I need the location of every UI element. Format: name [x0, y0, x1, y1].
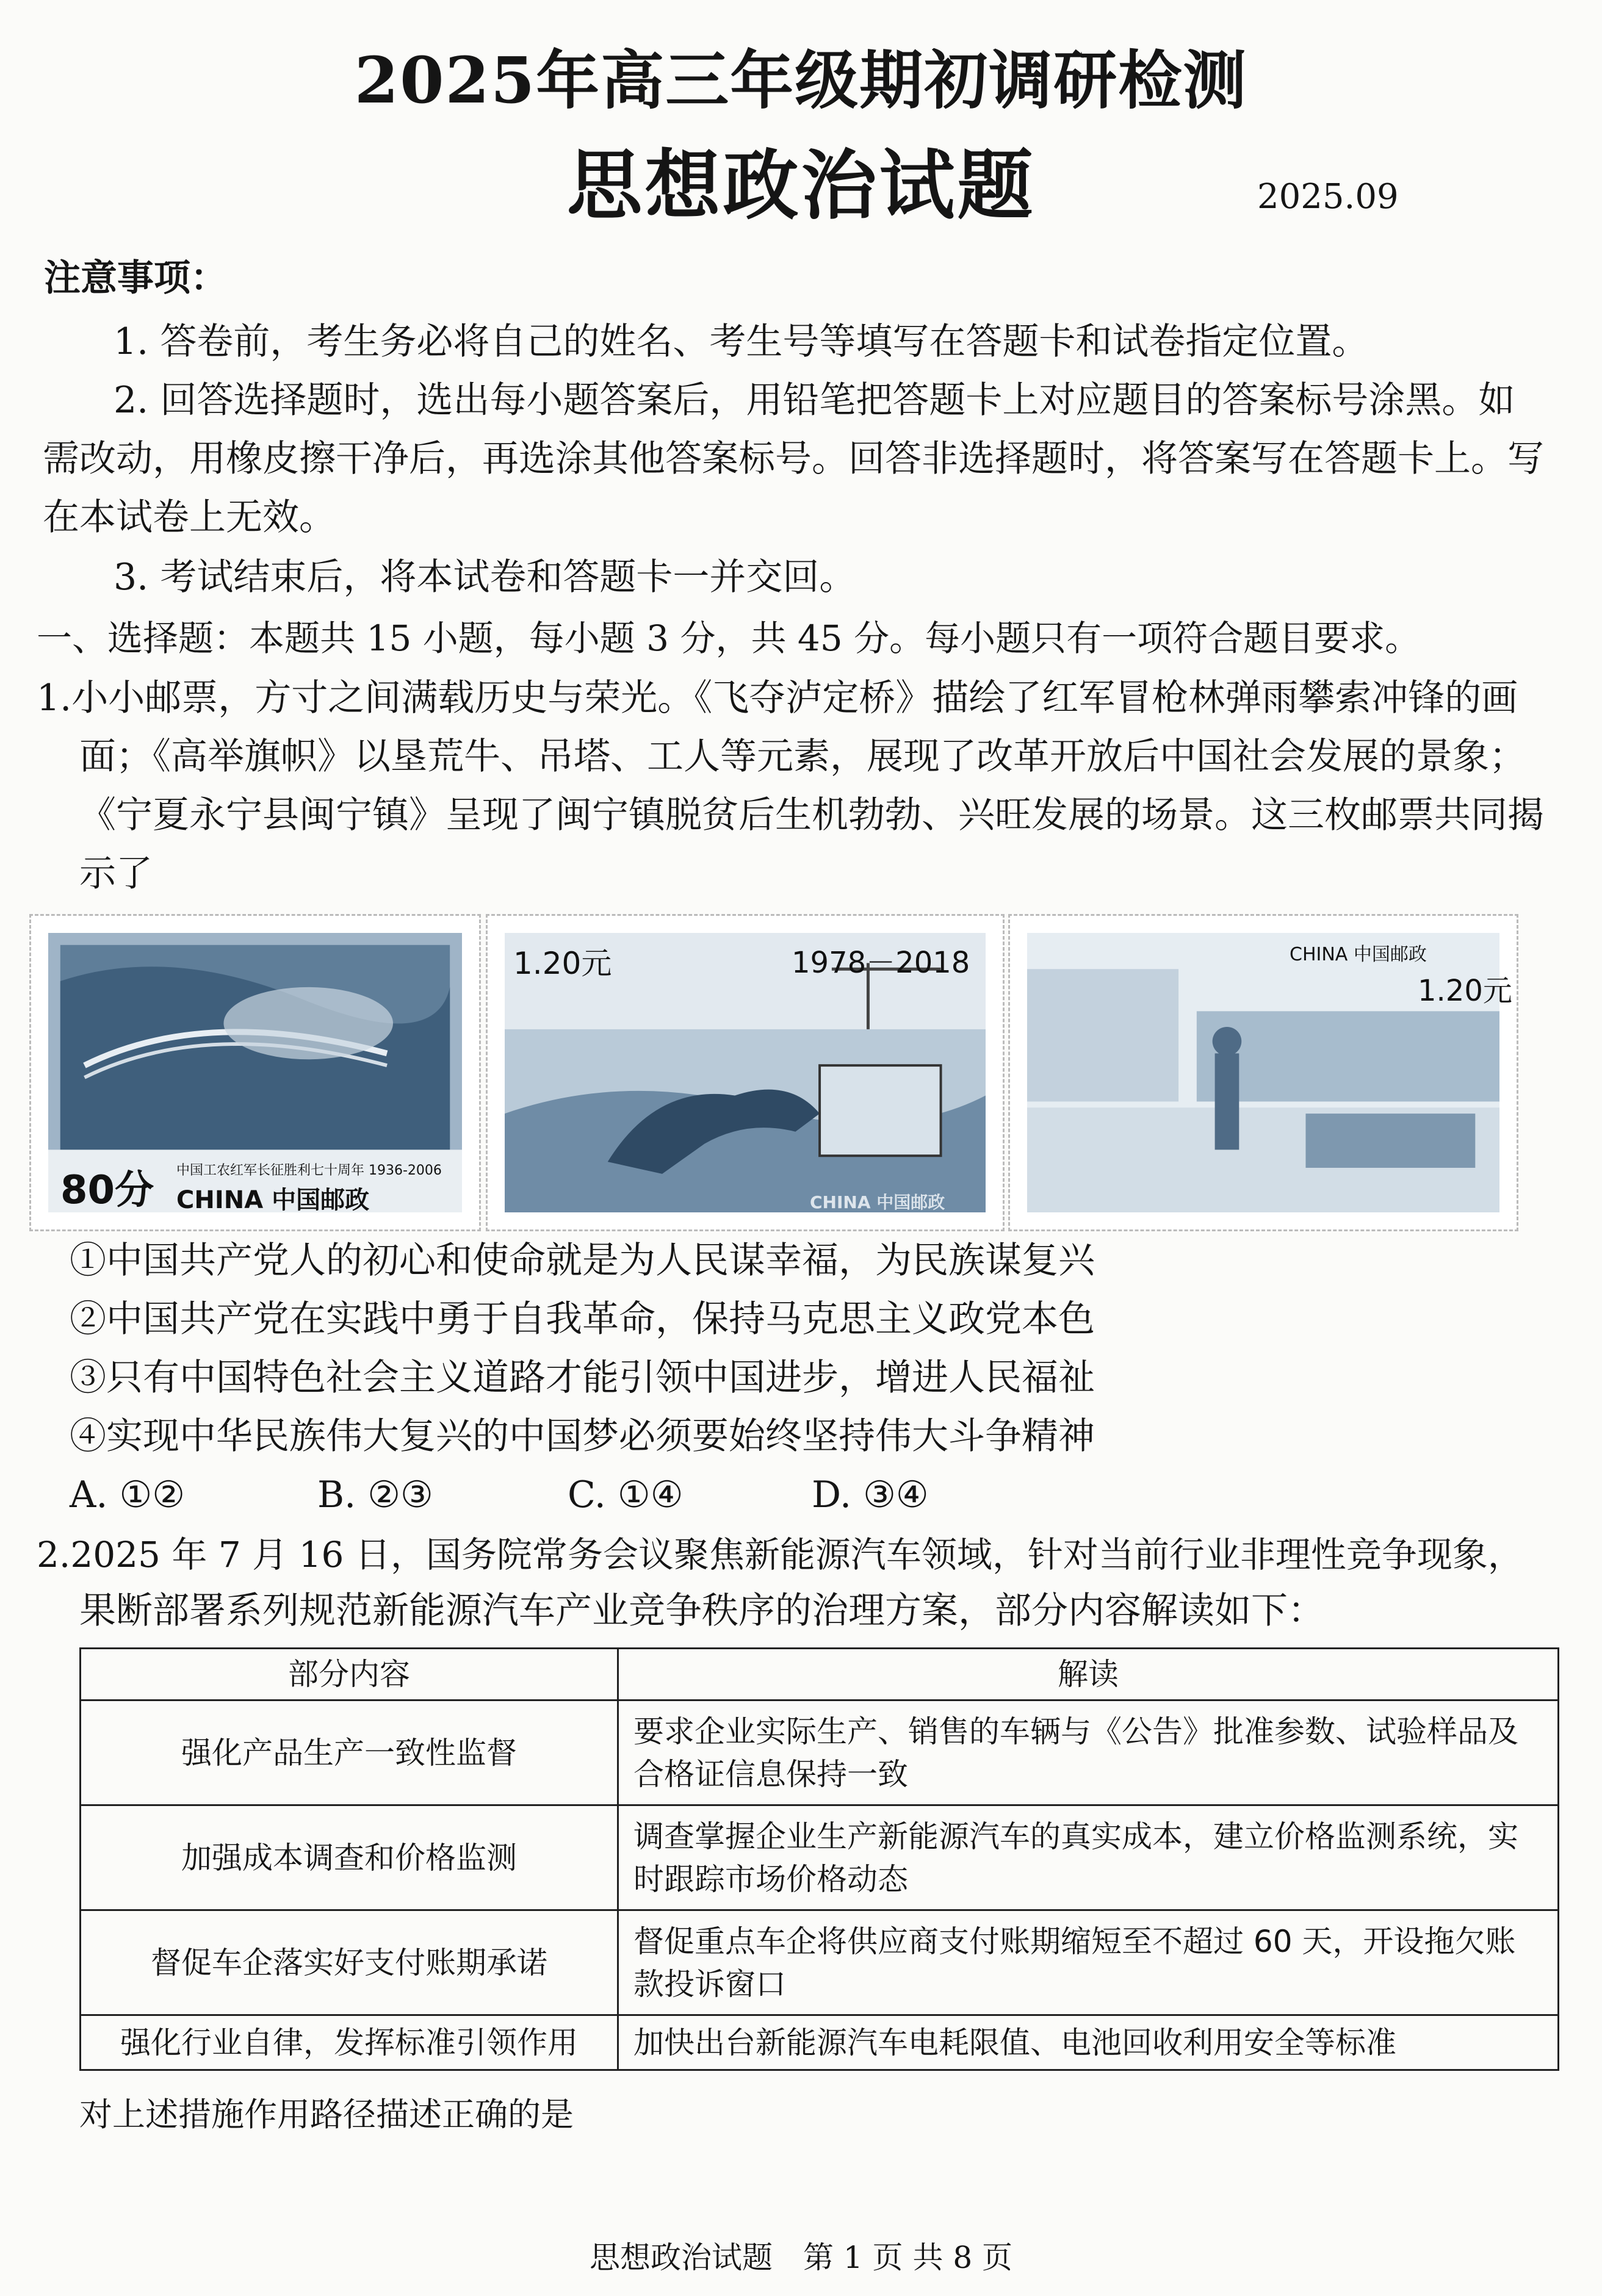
q1-text-line-3: 《宁夏永宁县闽宁镇》呈现了闽宁镇脱贫后生机勃勃、兴旺发展的场景。这三枚邮票共同揭 — [79, 794, 1544, 837]
stamp-2-years: 1978－2018 — [792, 946, 970, 980]
page-footer: 思想政治试题 第 1 页 共 8 页 — [589, 2240, 1013, 2275]
stamp-3-value: 1.20元 — [1418, 974, 1512, 1008]
q2-table — [79, 1647, 1559, 2071]
notice-item-1: 1. 答卷前，考生务必将自己的姓名、考生号等填写在答题卡和试卷指定位置。 — [114, 320, 1369, 363]
table-cell-interpretation: 要求企业实际生产、销售的车辆与《公告》批准参数、试验样品及合格证信息保持一致 — [618, 1700, 1559, 1805]
q1-statement-4: ④实现中华民族伟大复兴的中国梦必须要始终坚持伟大斗争精神 — [70, 1415, 1095, 1458]
table-row — [81, 2015, 1559, 2070]
table-header-row — [81, 1649, 1559, 1700]
stamp-minning-town — [1008, 914, 1518, 1231]
q1-option-c: C. ①④ — [568, 1474, 684, 1516]
q1-text-line-4: 示了 — [79, 852, 153, 895]
table-cell-content: 强化行业自律，发挥标准引领作用 — [81, 2015, 618, 2070]
q2-question: 对上述措施作用路径描述正确的是 — [79, 2095, 574, 2134]
table-header-content: 部分内容 — [81, 1649, 618, 1700]
table-cell-interpretation: 调查掌握企业生产新能源汽车的真实成本，建立价格监测系统，实时跟踪市场价格动态 — [618, 1805, 1559, 1910]
q1-option-b: B. ②③ — [317, 1474, 433, 1516]
table-header-interpretation: 解读 — [618, 1649, 1559, 1700]
table-cell-content: 强化产品生产一致性监督 — [81, 1700, 618, 1805]
stamp-raise-the-banner — [486, 914, 1005, 1231]
notice-heading: 注意事项： — [44, 257, 227, 300]
table-cell-interpretation: 加快出台新能源汽车电耗限值、电池回收利用安全等标准 — [618, 2015, 1559, 2070]
exam-date: 2025.09 — [1257, 177, 1399, 217]
notice-item-3: 3. 考试结束后，将本试卷和答题卡一并交回。 — [114, 556, 856, 599]
stamp-strip — [29, 914, 1518, 1231]
stamp-3-country: CHINA 中国邮政 — [1290, 944, 1427, 965]
q1-statement-2: ②中国共产党在实践中勇于自我革命，保持马克思主义政党本色 — [70, 1298, 1095, 1341]
stamp-2-country: CHINA 中国邮政 — [810, 1192, 945, 1212]
table-cell-interpretation: 督促重点车企将供应商支付账期缩短至不超过 60 天，开设拖欠账款投诉窗口 — [618, 1910, 1559, 2015]
q1-text-line-1: 1.小小邮票，方寸之间满载历史与荣光。《飞夺泸定桥》描绘了红军冒枪林弹雨攀索冲锋的画 — [37, 677, 1518, 719]
subject-title: 思想政治试题 — [566, 142, 1036, 230]
section-1-heading: 一、选择题：本题共 15 小题，每小题 3 分，共 45 分。每小题只有一项符合题目要求。 — [37, 617, 1421, 659]
notice-item-2-line-1: 2. 回答选择题时，选出每小题答案后，用铅笔把答题卡上对应题目的答案标号涂黑。如 — [114, 379, 1515, 422]
q1-statement-3: ③只有中国特色社会主义道路才能引领中国进步，增进人民福祉 — [70, 1356, 1095, 1399]
table-cell-content: 督促车企落实好支付账期承诺 — [81, 1910, 618, 2015]
table-row — [81, 1805, 1559, 1910]
stamp-luding-bridge — [29, 914, 481, 1231]
q1-text-line-2: 面；《高举旗帜》以垦荒牛、吊塔、工人等元素，展现了改革开放后中国社会发展的景象； — [79, 735, 1526, 778]
stamp-1-value: 80分 — [60, 1168, 154, 1213]
stamp-2-value: 1.20元 — [513, 946, 612, 981]
exam-title: 2025年高三年级期初调研检测 — [354, 43, 1248, 118]
notice-item-2-line-3: 在本试卷上无效。 — [43, 496, 336, 539]
table-row — [81, 1910, 1559, 2015]
stamp-1-country: CHINA 中国邮政 — [176, 1186, 370, 1214]
q2-text-line-2: 果断部署系列规范新能源汽车产业竞争秩序的治理方案，部分内容解读如下： — [79, 1589, 1324, 1632]
q2-text-line-1: 2.2025 年 7 月 16 日，国务院常务会议聚焦新能源汽车领域，针对当前行业非理性竞争现象， — [37, 1534, 1523, 1575]
table-row — [81, 1700, 1559, 1805]
table-cell-content: 加强成本调查和价格监测 — [81, 1805, 618, 1910]
notice-item-2-line-2: 需改动，用橡皮擦干净后，再选涂其他答案标号。回答非选择题时，将答案写在答题卡上。写 — [43, 437, 1544, 480]
q1-statement-1: ①中国共产党人的初心和使命就是为人民谋幸福，为民族谋复兴 — [70, 1239, 1095, 1282]
q1-option-a: A. ①② — [70, 1474, 186, 1516]
stamp-1-caption: 中国工农红军长征胜利七十周年 1936-2006 — [176, 1163, 442, 1178]
q1-option-d: D. ③④ — [812, 1474, 929, 1516]
